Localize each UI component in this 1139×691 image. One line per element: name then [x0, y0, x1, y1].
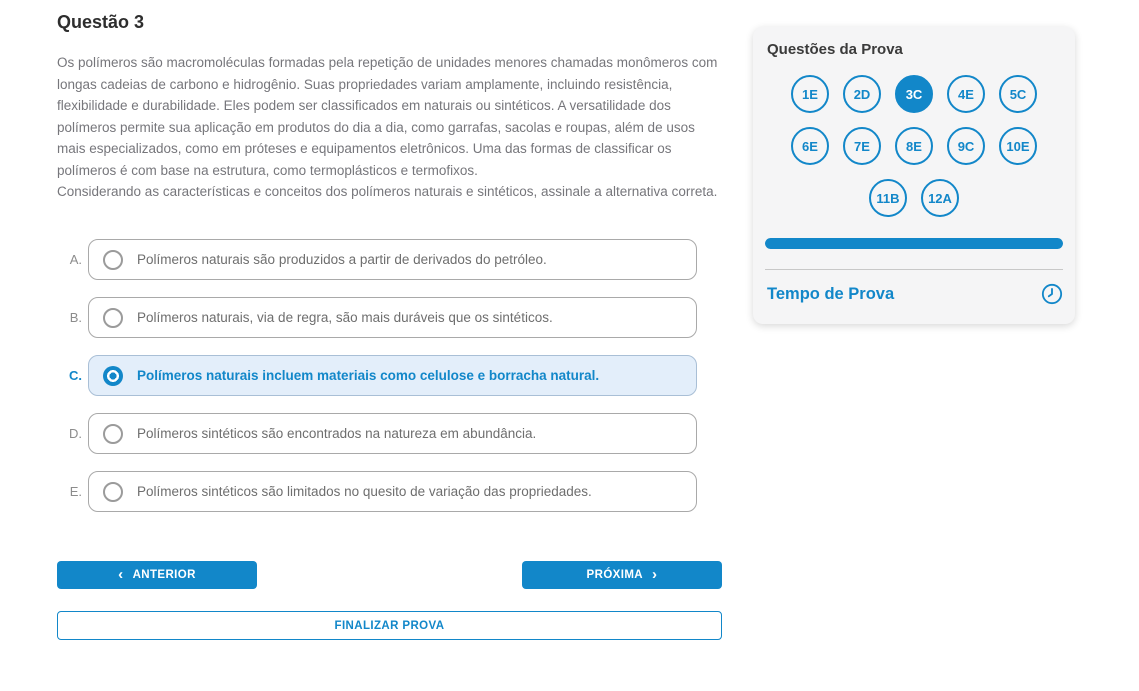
- option-c[interactable]: [88, 355, 697, 396]
- option-letter: C.: [69, 368, 82, 383]
- timer-row: [767, 283, 1063, 305]
- question-circle-5c[interactable]: 5C: [999, 75, 1037, 113]
- question-circle-4e[interactable]: 4E: [947, 75, 985, 113]
- next-button-label: PRÓXIMA: [586, 569, 644, 581]
- option-text: Polímeros naturais, via de regra, são mais duráveis que os sintéticos.: [137, 310, 553, 325]
- question-circle-2d[interactable]: 2D: [843, 75, 881, 113]
- option-row-b: [57, 297, 697, 338]
- option-text: Polímeros sintéticos são limitados no quesito de variação das propriedades.: [137, 484, 592, 499]
- question-title: Questão 3: [57, 12, 145, 32]
- question-circle-12a[interactable]: 12A: [921, 179, 959, 217]
- question-grid-row: [753, 179, 1075, 217]
- question-circle-3c[interactable]: 3C: [895, 75, 933, 113]
- clock-icon: [1041, 283, 1063, 305]
- options-list: [57, 239, 697, 529]
- previous-button[interactable]: [57, 561, 257, 589]
- option-letter: A.: [69, 252, 82, 267]
- radio-icon[interactable]: [103, 366, 123, 386]
- sidebar-title: Questões da Prova: [767, 41, 903, 58]
- question-text: [57, 52, 723, 203]
- finish-exam-button[interactable]: FINALIZAR PROVA: [57, 611, 722, 640]
- option-d[interactable]: [88, 413, 697, 454]
- option-a[interactable]: [88, 239, 697, 280]
- option-text: Polímeros sintéticos são encontrados na natureza em abundância.: [137, 426, 537, 441]
- option-text: Polímeros naturais são produzidos a partir de derivados do petróleo.: [137, 252, 547, 267]
- exam-sidebar: [753, 27, 1075, 324]
- option-row-c: [57, 355, 697, 396]
- question-grid: [753, 75, 1075, 217]
- radio-icon[interactable]: [103, 482, 123, 502]
- question-circle-8e[interactable]: 8E: [895, 127, 933, 165]
- chevron-right-icon: ›: [652, 565, 658, 583]
- option-row-d: [57, 413, 697, 454]
- radio-icon[interactable]: [103, 308, 123, 328]
- question-circle-6e[interactable]: 6E: [791, 127, 829, 165]
- progress-bar: [765, 238, 1063, 249]
- question-grid-row: [753, 75, 1075, 113]
- option-text: Polímeros naturais incluem materiais como celulose e borracha natural.: [137, 368, 600, 383]
- radio-icon[interactable]: [103, 424, 123, 444]
- previous-button-label: ANTERIOR: [132, 569, 196, 581]
- option-row-a: [57, 239, 697, 280]
- option-letter: D.: [69, 426, 82, 441]
- question-circle-9c[interactable]: 9C: [947, 127, 985, 165]
- progress-fill: [765, 238, 1063, 249]
- chevron-left-icon: ‹: [118, 565, 124, 583]
- radio-icon[interactable]: [103, 250, 123, 270]
- option-row-e: [57, 471, 697, 512]
- option-b[interactable]: [88, 297, 697, 338]
- question-instruction: Considerando as características e conceitos dos polímeros naturais e sintéticos, assinale a alternativa correta.: [57, 184, 718, 199]
- timer-title: Tempo de Prova: [767, 284, 895, 303]
- question-grid-row: [753, 127, 1075, 165]
- question-circle-10e[interactable]: 10E: [999, 127, 1037, 165]
- question-circle-1e[interactable]: 1E: [791, 75, 829, 113]
- divider: [765, 269, 1063, 270]
- next-button[interactable]: [522, 561, 722, 589]
- question-paragraph: Os polímeros são macromoléculas formadas pela repetição de unidades menores chamadas monômeros com longas cadeias de carbono e hidrogênio. Suas propriedades variam amplamente, incluindo resistência, flexibilidade e durabilidade. Eles podem ser classificados em naturais ou sintéticos. A versatilidade dos polímeros permite sua aplicação em produtos do dia a dia, como garrafas, sacolas e roupas, além de usos mais especializados, como em próteses e equipamentos eletrônicos. Uma das formas de classificar os polímeros é com base na estrutura, como termoplásticos e termofixos.: [57, 55, 718, 178]
- option-letter: B.: [69, 310, 82, 325]
- question-circle-7e[interactable]: 7E: [843, 127, 881, 165]
- option-e[interactable]: [88, 471, 697, 512]
- option-letter: E.: [69, 484, 82, 499]
- question-circle-11b[interactable]: 11B: [869, 179, 907, 217]
